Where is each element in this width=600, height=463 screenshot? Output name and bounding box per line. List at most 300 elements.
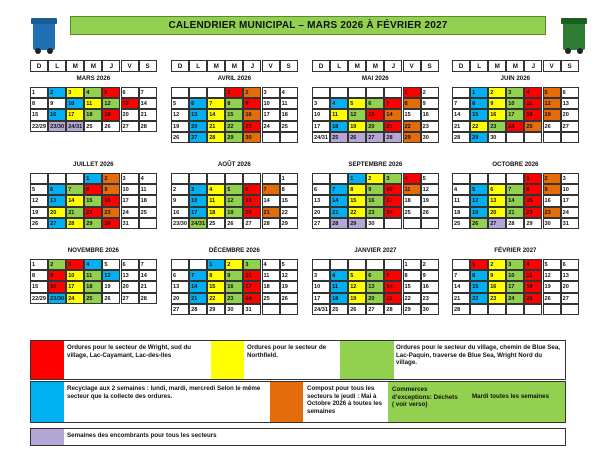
day-cell: 18 [207, 207, 225, 218]
day-cell: 17 [66, 281, 84, 292]
day-cell: 13 [488, 195, 506, 206]
weekday-header: M [84, 60, 102, 72]
day-cell: 31 [243, 304, 261, 315]
day-cell: 11 [524, 270, 542, 281]
day-cell [189, 87, 207, 98]
day-cell: 20 [121, 109, 139, 120]
day-cell: 14 [452, 281, 470, 292]
day-cell: 19 [280, 281, 298, 292]
day-cell: 5 [102, 87, 120, 98]
day-cell: 24 [243, 293, 261, 304]
weekday-header: M [225, 60, 243, 72]
day-cell: 23 [225, 293, 243, 304]
day-cell: 16 [243, 109, 261, 120]
day-cell: 14 [207, 109, 225, 120]
day-cell [452, 87, 470, 98]
weekday-header: M [488, 60, 506, 72]
day-cell: 26 [225, 218, 243, 229]
day-cell: 12 [225, 195, 243, 206]
day-cell: 4 [84, 87, 102, 98]
day-cell: 27 [561, 293, 579, 304]
day-cell: 14 [66, 195, 84, 206]
day-cell: 25 [84, 293, 102, 304]
day-cell: 11 [139, 184, 157, 195]
day-cell: 19 [30, 207, 48, 218]
day-cell [330, 173, 348, 184]
day-cell: 8 [30, 270, 48, 281]
day-cell: 19 [543, 109, 561, 120]
day-cell: 8 [207, 270, 225, 281]
day-cell: 3 [312, 270, 330, 281]
day-cell: 19 [102, 281, 120, 292]
weekday-header: V [121, 60, 139, 72]
day-cell: 26 [30, 218, 48, 229]
day-cell: 3 [66, 87, 84, 98]
day-cell: 5 [348, 98, 366, 109]
day-cell: 2 [243, 87, 261, 98]
day-cell: 8 [524, 184, 542, 195]
weekday-header: V [543, 60, 561, 72]
day-cell: 16 [225, 281, 243, 292]
day-cell: 24/31 [312, 304, 330, 315]
day-cell: 8 [403, 270, 421, 281]
day-cell [421, 218, 439, 229]
day-cell: 30 [488, 132, 506, 143]
day-cell: 17 [312, 293, 330, 304]
day-cell: 9 [421, 98, 439, 109]
weekday-header: J [243, 60, 261, 72]
day-cell [506, 173, 524, 184]
day-cell: 13 [561, 270, 579, 281]
weekday-header: D [452, 60, 470, 72]
day-cell: 21 [262, 207, 280, 218]
month-title: OCTOBRE 2026 [492, 161, 539, 168]
day-cell: 25 [330, 304, 348, 315]
day-cell: 3 [561, 173, 579, 184]
day-cell: 5 [543, 259, 561, 270]
day-cell: 1 [84, 173, 102, 184]
day-cell: 17 [384, 195, 402, 206]
legend-yellow-text: Ordures pour le secteur de Northfield. [247, 344, 327, 359]
day-cell: 29 [225, 132, 243, 143]
day-cell: 18 [452, 207, 470, 218]
legend-blue-swatch [31, 382, 64, 422]
day-cell: 10 [384, 184, 402, 195]
day-cell: 14 [384, 109, 402, 120]
day-cell: 1 [225, 87, 243, 98]
day-cell: 26 [421, 207, 439, 218]
day-cell [330, 259, 348, 270]
day-cell: 28 [452, 304, 470, 315]
day-cell: 13 [561, 98, 579, 109]
day-cell: 24/31 [189, 218, 207, 229]
day-cell: 2 [421, 87, 439, 98]
day-cell: 31 [121, 218, 139, 229]
day-cell [488, 304, 506, 315]
day-cell: 15 [524, 195, 542, 206]
day-cell: 5 [348, 270, 366, 281]
month-title: DÉCEMBRE 2026 [208, 247, 260, 254]
day-cell: 27 [121, 293, 139, 304]
day-cell: 12 [348, 281, 366, 292]
day-cell: 26 [280, 293, 298, 304]
day-cell: 15 [280, 195, 298, 206]
day-cell: 18 [139, 195, 157, 206]
day-cell: 2 [171, 184, 189, 195]
day-cell: 15 [225, 109, 243, 120]
day-cell: 28 [139, 121, 157, 132]
day-cell: 29 [470, 132, 488, 143]
day-cell: 22 [470, 121, 488, 132]
title-text: CALENDRIER MUNICIPAL – MARS 2026 À FÉVRIER 2027 [168, 20, 448, 31]
day-cell: 23 [543, 207, 561, 218]
day-cell: 3 [243, 259, 261, 270]
day-cell: 5 [543, 87, 561, 98]
weekday-header: L [330, 60, 348, 72]
weekday-header: D [171, 60, 189, 72]
day-cell: 1 [403, 259, 421, 270]
day-cell: 23 [366, 207, 384, 218]
day-cell: 11 [207, 195, 225, 206]
day-cell: 22 [524, 207, 542, 218]
day-cell: 12 [102, 270, 120, 281]
day-cell: 9 [543, 184, 561, 195]
day-cell: 21 [384, 121, 402, 132]
day-cell: 4 [84, 259, 102, 270]
day-cell: 6 [171, 270, 189, 281]
day-cell: 30 [366, 218, 384, 229]
month-title: NOVEMBRE 2026 [67, 247, 119, 254]
day-cell: 16 [421, 109, 439, 120]
weekday-header: V [262, 60, 280, 72]
day-cell: 21 [452, 293, 470, 304]
day-cell: 20 [561, 281, 579, 292]
day-cell: 7 [384, 270, 402, 281]
day-cell [66, 173, 84, 184]
day-cell: 3 [121, 173, 139, 184]
day-cell: 29 [348, 218, 366, 229]
day-cell: 12 [30, 195, 48, 206]
day-cell: 27 [312, 218, 330, 229]
day-cell: 8 [280, 184, 298, 195]
day-cell: 21 [189, 293, 207, 304]
day-cell: 23 [243, 121, 261, 132]
day-cell: 22 [280, 207, 298, 218]
day-cell: 27 [561, 121, 579, 132]
day-cell: 6 [366, 98, 384, 109]
day-cell: 17 [262, 109, 280, 120]
day-cell: 5 [102, 259, 120, 270]
day-cell: 2 [366, 173, 384, 184]
month-title: SEPTEMBRE 2026 [348, 161, 403, 168]
day-cell [48, 173, 66, 184]
day-cell [452, 259, 470, 270]
weekday-header: M [66, 60, 84, 72]
day-cell: 16 [488, 281, 506, 292]
day-cell: 10 [66, 98, 84, 109]
day-cell: 10 [189, 195, 207, 206]
day-cell: 15 [348, 195, 366, 206]
day-cell: 26 [543, 121, 561, 132]
month-title: JUIN 2026 [500, 75, 531, 82]
day-cell [171, 173, 189, 184]
day-cell: 22 [225, 121, 243, 132]
day-cell [225, 173, 243, 184]
day-cell: 28 [66, 218, 84, 229]
day-cell: 18 [524, 109, 542, 120]
day-cell: 24 [506, 121, 524, 132]
day-cell: 30 [543, 218, 561, 229]
day-cell: 28 [330, 218, 348, 229]
day-cell: 28 [139, 293, 157, 304]
day-cell: 10 [561, 184, 579, 195]
day-cell: 22 [403, 293, 421, 304]
day-cell: 18 [262, 281, 280, 292]
day-cell: 12 [348, 109, 366, 120]
day-cell: 15 [470, 281, 488, 292]
day-cell: 26 [348, 304, 366, 315]
day-cell: 2 [225, 259, 243, 270]
day-cell [280, 132, 298, 143]
day-cell: 13 [121, 270, 139, 281]
day-cell: 14 [506, 195, 524, 206]
day-cell: 29 [524, 218, 542, 229]
day-cell: 28 [384, 132, 402, 143]
day-cell: 14 [189, 281, 207, 292]
legend-green3-text: Mardi toutes les semaines [472, 393, 550, 400]
weekday-header: J [102, 60, 120, 72]
legend-red-text: Ordures pour le secteur de Wright, sud du village, Lac-Cayamant, Lac-des-Iles [67, 344, 191, 359]
day-cell: 24/31 [66, 121, 84, 132]
day-cell: 25 [84, 121, 102, 132]
day-cell: 15 [207, 281, 225, 292]
day-cell: 3 [189, 184, 207, 195]
weekday-header: D [30, 60, 48, 72]
day-cell: 4 [139, 173, 157, 184]
day-cell: 7 [384, 98, 402, 109]
day-cell: 16 [102, 195, 120, 206]
day-cell: 21 [139, 281, 157, 292]
day-cell: 9 [102, 184, 120, 195]
day-cell: 23 [421, 293, 439, 304]
day-cell: 19 [421, 195, 439, 206]
day-cell: 3 [312, 98, 330, 109]
day-cell: 1 [207, 259, 225, 270]
day-cell: 10 [506, 98, 524, 109]
day-cell: 18 [280, 109, 298, 120]
day-cell: 2 [488, 87, 506, 98]
day-cell: 24 [506, 293, 524, 304]
day-cell: 13 [312, 195, 330, 206]
day-cell: 3 [262, 87, 280, 98]
day-cell: 8 [225, 98, 243, 109]
day-cell: 7 [66, 184, 84, 195]
day-cell: 27 [121, 121, 139, 132]
month-title: MAI 2026 [361, 75, 389, 82]
day-cell: 13 [366, 281, 384, 292]
day-cell: 23/30 [48, 121, 66, 132]
green-garbage-bin-icon [560, 14, 588, 54]
day-cell: 31 [561, 218, 579, 229]
legend-green-text: Ordures pour le secteur du village, chemin de Blue Sea, Lac-Paquin, traverse de Blue Sea, Wright Nord du village. [396, 344, 561, 367]
day-cell: 11 [403, 184, 421, 195]
day-cell: 29 [403, 304, 421, 315]
day-cell: 1 [403, 87, 421, 98]
weekday-header: M [348, 60, 366, 72]
day-cell: 21 [207, 121, 225, 132]
day-cell: 14 [384, 281, 402, 292]
day-cell: 16 [171, 207, 189, 218]
day-cell: 25 [207, 218, 225, 229]
day-cell: 24 [561, 207, 579, 218]
day-cell: 9 [48, 98, 66, 109]
day-cell: 6 [561, 87, 579, 98]
day-cell: 27 [488, 218, 506, 229]
day-cell: 28 [384, 304, 402, 315]
day-cell: 13 [171, 281, 189, 292]
day-cell: 25 [280, 121, 298, 132]
day-cell: 3 [506, 87, 524, 98]
day-cell: 14 [139, 270, 157, 281]
weekday-header: M [366, 60, 384, 72]
day-cell: 18 [403, 195, 421, 206]
day-cell: 6 [189, 98, 207, 109]
day-cell: 10 [312, 109, 330, 120]
day-cell: 4 [524, 87, 542, 98]
day-cell: 7 [452, 98, 470, 109]
day-cell: 16 [543, 195, 561, 206]
day-cell: 1 [470, 259, 488, 270]
day-cell: 4 [207, 184, 225, 195]
day-cell: 25 [452, 218, 470, 229]
day-cell: 18 [330, 293, 348, 304]
day-cell: 20 [48, 207, 66, 218]
day-cell: 21 [506, 207, 524, 218]
day-cell [189, 259, 207, 270]
day-cell: 7 [330, 184, 348, 195]
day-cell: 19 [543, 281, 561, 292]
day-cell: 2 [102, 173, 120, 184]
legend-green2-text: Commerces d’exceptions: Déchets ( voir verso) [392, 386, 458, 409]
day-cell: 5 [225, 184, 243, 195]
day-cell: 23/30 [48, 293, 66, 304]
day-cell: 10 [262, 98, 280, 109]
day-cell: 8 [403, 98, 421, 109]
day-cell: 14 [262, 195, 280, 206]
day-cell [506, 132, 524, 143]
weekday-header: M [207, 60, 225, 72]
day-cell [207, 173, 225, 184]
day-cell: 12 [280, 270, 298, 281]
day-cell: 13 [366, 109, 384, 120]
day-cell: 16 [48, 109, 66, 120]
day-cell: 7 [452, 270, 470, 281]
day-cell: 28 [207, 132, 225, 143]
day-cell: 29 [280, 218, 298, 229]
day-cell: 23 [488, 121, 506, 132]
day-cell [561, 132, 579, 143]
weekday-header: J [524, 60, 542, 72]
day-cell: 3 [384, 173, 402, 184]
day-cell: 20 [243, 207, 261, 218]
day-cell: 9 [243, 98, 261, 109]
day-cell [561, 304, 579, 315]
day-cell: 23 [421, 121, 439, 132]
day-cell: 30 [102, 218, 120, 229]
day-cell [506, 304, 524, 315]
day-cell: 4 [403, 173, 421, 184]
day-cell: 17 [506, 109, 524, 120]
day-cell: 20 [366, 121, 384, 132]
day-cell: 3 [506, 259, 524, 270]
day-cell: 2 [543, 173, 561, 184]
day-cell: 6 [561, 259, 579, 270]
day-cell: 21 [139, 109, 157, 120]
day-cell: 25 [330, 132, 348, 143]
day-cell: 7 [506, 184, 524, 195]
day-cell: 8 [348, 184, 366, 195]
page-title [70, 16, 546, 35]
day-cell: 4 [524, 259, 542, 270]
day-cell: 11 [84, 98, 102, 109]
day-cell: 26 [171, 132, 189, 143]
day-cell: 4 [262, 259, 280, 270]
day-cell: 5 [470, 184, 488, 195]
day-cell: 11 [452, 195, 470, 206]
day-cell: 19 [102, 109, 120, 120]
month-title: MARS 2026 [76, 75, 111, 82]
day-cell: 22 [207, 293, 225, 304]
day-cell: 15 [470, 109, 488, 120]
day-cell [488, 173, 506, 184]
weekday-header: L [48, 60, 66, 72]
day-cell: 5 [171, 98, 189, 109]
day-cell: 26 [102, 293, 120, 304]
weekday-header: D [312, 60, 330, 72]
day-cell: 20 [366, 293, 384, 304]
day-cell: 15 [30, 281, 48, 292]
day-cell [470, 304, 488, 315]
day-cell: 2 [48, 87, 66, 98]
day-cell [384, 259, 402, 270]
day-cell: 6 [366, 270, 384, 281]
day-cell: 1 [280, 173, 298, 184]
day-cell: 24 [384, 207, 402, 218]
day-cell: 7 [139, 259, 157, 270]
legend-orange-swatch [270, 382, 303, 422]
day-cell [207, 87, 225, 98]
day-cell: 1 [30, 259, 48, 270]
day-cell: 30 [421, 304, 439, 315]
day-cell: 16 [48, 281, 66, 292]
day-cell: 6 [121, 87, 139, 98]
day-cell: 17 [121, 195, 139, 206]
day-cell [262, 132, 280, 143]
day-cell: 1 [470, 87, 488, 98]
day-cell [452, 173, 470, 184]
month-title: AOÛT 2026 [217, 161, 251, 168]
day-cell: 18 [524, 281, 542, 292]
day-cell: 19 [171, 121, 189, 132]
day-cell: 19 [348, 121, 366, 132]
day-cell: 27 [171, 304, 189, 315]
day-cell: 9 [421, 270, 439, 281]
day-cell: 2 [421, 259, 439, 270]
day-cell [348, 87, 366, 98]
day-cell: 25 [139, 207, 157, 218]
day-cell: 26 [348, 132, 366, 143]
weekday-header: M [506, 60, 524, 72]
